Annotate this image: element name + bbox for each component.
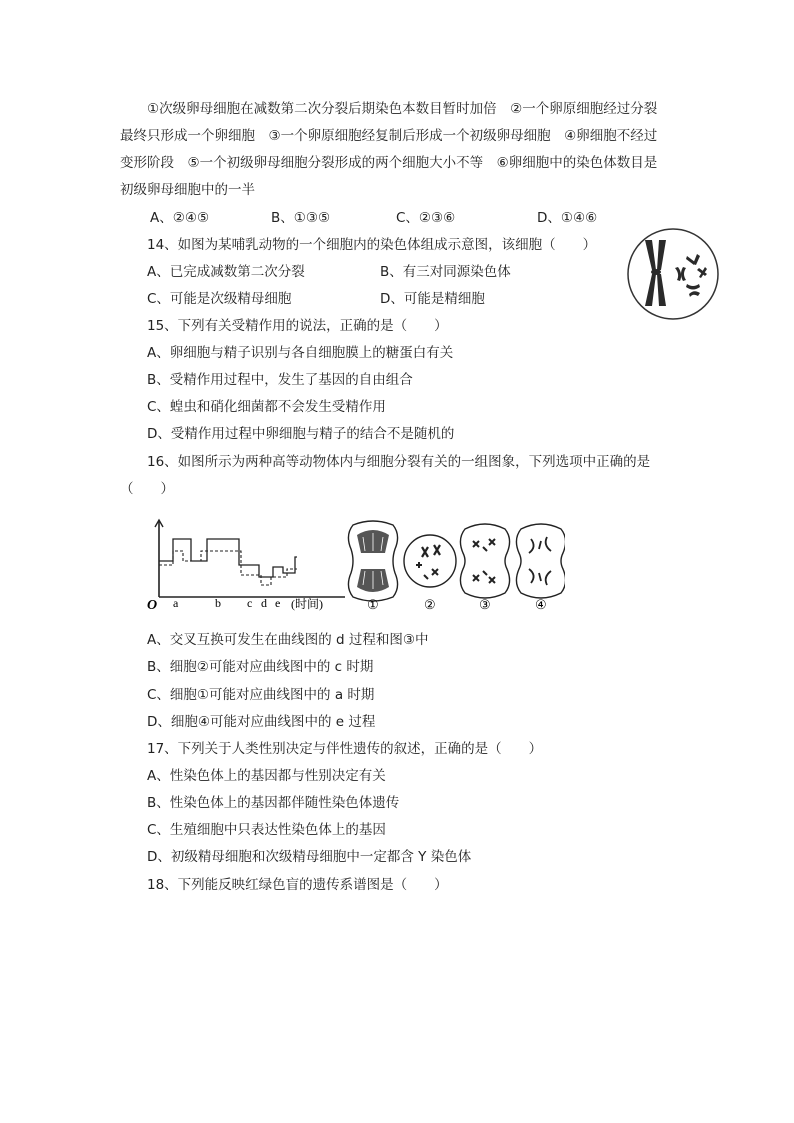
q16-stem: 16、如图所示为两种高等动物体内与细胞分裂有关的一组图象，下列选项中正确的是 [147, 454, 651, 470]
cell-division-figure [145, 517, 565, 617]
q14-stem: 14、如图为某哺乳动物的一个细胞内的染色体组成示意图，该细胞（ ） [147, 237, 597, 253]
q16-option-d: D、细胞④可能对应曲线图中的 e 过程 [147, 714, 376, 730]
cell-diagram-2 [404, 535, 456, 587]
q17-option-a: A、性染色体上的基因都与性别决定有关 [147, 768, 386, 784]
q14-option-a: A、已完成减数第二次分裂 [147, 264, 305, 280]
q14-option-c: C、可能是次级精母细胞 [147, 291, 292, 307]
q15-option-a: A、卵细胞与精子识别与各自细胞膜上的糖蛋白有关 [147, 345, 454, 361]
q18-stem: 18、下列能反映红绿色盲的遗传系谱图是（ ） [147, 877, 448, 893]
division-curve-graph [147, 520, 345, 613]
q17-option-b: B、性染色体上的基因都伴随性染色体遗传 [147, 795, 400, 811]
q17-option-c: C、生殖细胞中只表达性染色体上的基因 [147, 822, 386, 838]
q13-option-c: C、②③⑥ [396, 210, 456, 226]
q13-option-b: B、①③⑤ [271, 210, 331, 226]
x-label-b: b [215, 596, 221, 610]
solid-curve [159, 539, 297, 577]
q14-option-b: B、有三对同源染色体 [380, 264, 511, 280]
cell-diagram-4 [516, 524, 565, 598]
cell-label-4: ④ [535, 597, 547, 612]
q15-stem: 15、下列有关受精作用的说法，正确的是（ ） [147, 318, 448, 334]
q13-text-line-2: 最终只形成一个卵细胞 ③一个卵原细胞经复制后形成一个初级卵母细胞 ④卵细胞不经过 [120, 128, 658, 144]
chromosome-cell-figure [625, 226, 721, 322]
cell-label-2: ② [424, 597, 436, 612]
q13-text-line-3: 变形阶段 ⑤一个初级卵母细胞分裂形成的两个细胞大小不等 ⑥卵细胞中的染色体数目是 [120, 155, 658, 171]
q15-option-c: C、蝗虫和硝化细菌都不会发生受精作用 [147, 399, 386, 415]
x-axis-time-label: (时间) [291, 597, 323, 611]
q17-stem: 17、下列关于人类性别决定与伴性遗传的叙述，正确的是（ ） [147, 741, 543, 757]
q16-option-b: B、细胞②可能对应曲线图中的 c 时期 [147, 659, 374, 675]
cell-label-3: ③ [479, 597, 491, 612]
cell-label-1: ① [367, 597, 379, 612]
dashed-curve [159, 551, 297, 585]
x-label-e: e [275, 596, 281, 610]
x-label-d: d [261, 596, 267, 610]
q15-option-b: B、受精作用过程中，发生了基因的自由组合 [147, 372, 413, 388]
q13-text-line-4: 初级卵母细胞中的一半 [120, 182, 255, 198]
q16-answer-paren: （ ） [120, 481, 174, 497]
q16-option-a: A、交叉互换可发生在曲线图的 d 过程和图③中 [147, 632, 429, 648]
q15-option-d: D、受精作用过程中卵细胞与精子的结合不是随机的 [147, 426, 455, 442]
q16-option-c: C、细胞①可能对应曲线图中的 a 时期 [147, 687, 375, 703]
q13-option-d: D、①④⑥ [537, 210, 598, 226]
q17-option-d: D、初级精母细胞和次级精母细胞中一定都含 Y 染色体 [147, 849, 472, 865]
x-label-c: c [247, 596, 253, 610]
graph-origin-label: O [147, 598, 158, 613]
cell-diagram-3 [460, 524, 509, 598]
q13-option-a: A、②④⑤ [150, 210, 210, 226]
cell-diagram-1 [348, 521, 397, 601]
x-label-a: a [173, 596, 179, 610]
q14-option-d: D、可能是精细胞 [380, 291, 485, 307]
q13-text-line-1: ①次级卵母细胞在减数第二次分裂后期染色本数目暂时加倍 ②一个卵原细胞经过分裂 [147, 101, 658, 117]
